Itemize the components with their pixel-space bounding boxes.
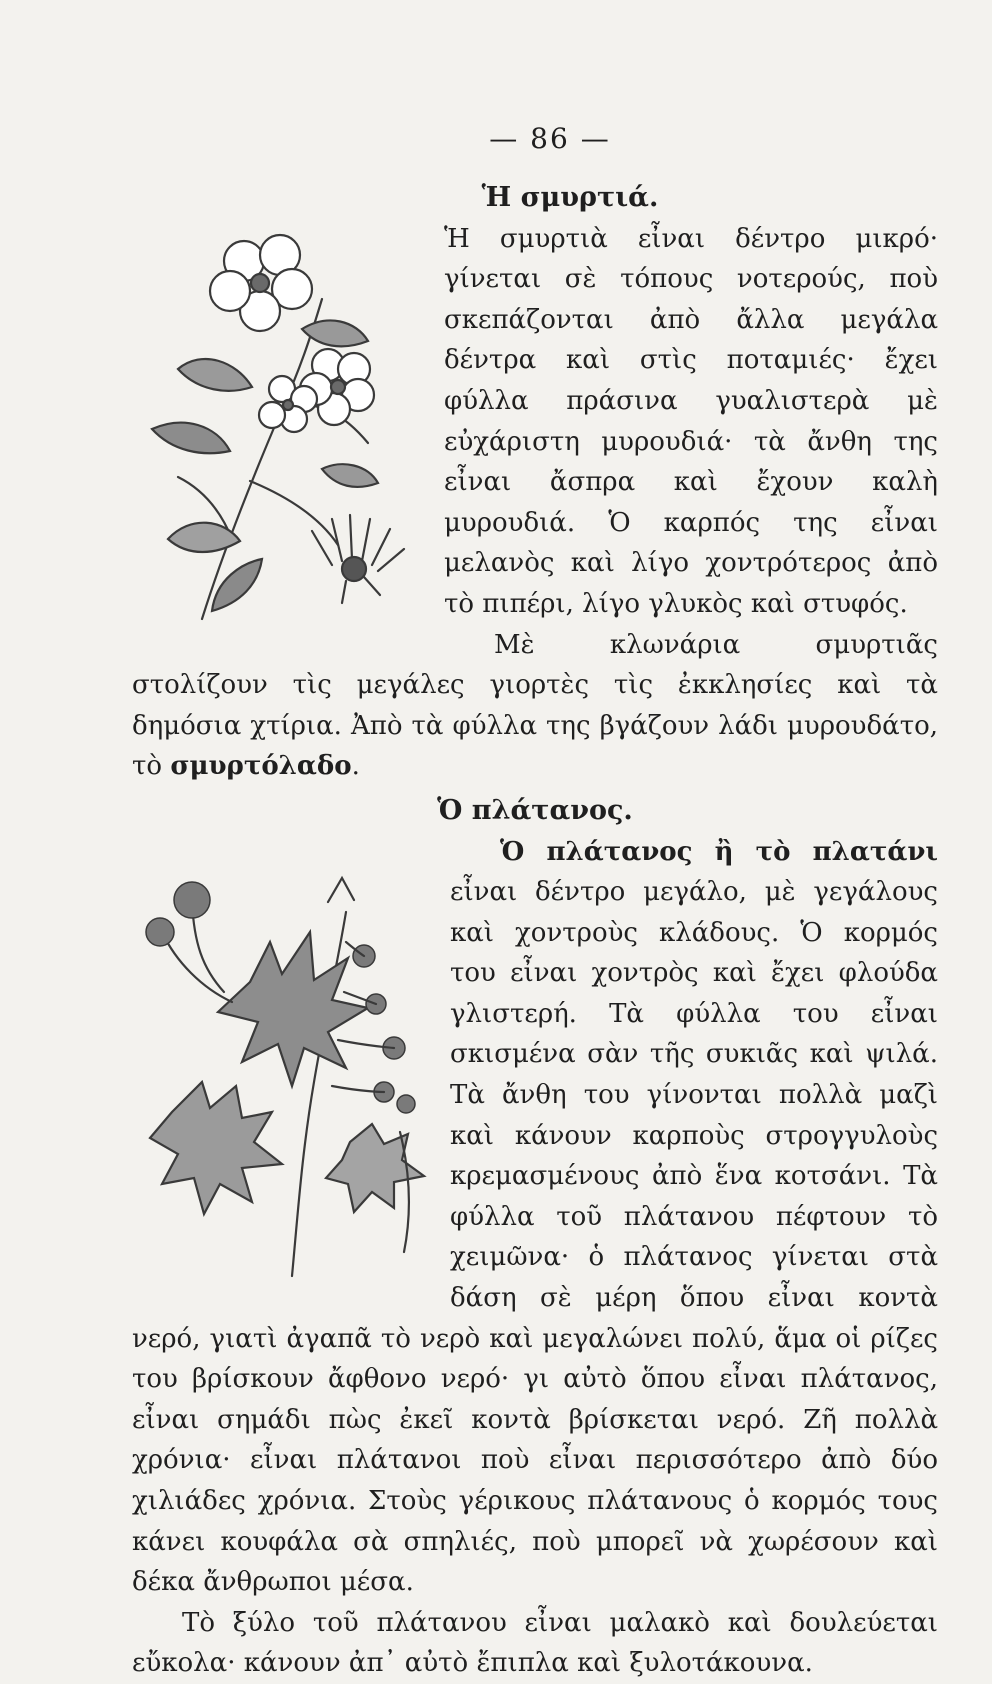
plane-tree-paragraph-1: Ὁ πλάτανος ἢ τὸ πλατάνι εἶναι δέντρο μεγάλο, μὲ γεγάλους καὶ χοντροὺς κλάδους. Ὁ κορμός του εἶναι χοντρὸς καὶ ἔχει φλούδα γλιστερή. Τὰ φύλλα του εἶναι σκισμένα σὰν τῆς συκιᾶς καὶ ψιλά. Τὰ ἄνθη του γίνονται πολλὰ μαζὶ καὶ κάνουν καρποὺς στρογγυλοὺς κρεμασμένους ἀπὸ ἕνα κοτσάνι. Τὰ φύλλα τοῦ πλάτανου πέφτουν τὸ χειμῶνα· ὁ πλάτανος γίνεται στὰ δάση σὲ μέρη ὅπου εἶναι κοντὰ νερό, γιατὶ ἀγαπᾶ τὸ νερὸ καὶ μεγαλώνει πολύ, ἅμα οἱ ρίζες του βρίσκουν ἄφθονο νερό· γι αὐτὸ ὅπου εἶναι πλάτανος, εἶναι σημάδι πὼς ἐκεῖ κοντὰ βρίσκεται νερό. Ζῆ πολλὰ χρόνια· εἶναι πλάτανοι ποὺ εἶναι περισσότερο ἀπὸ δύο χιλιάδες χρόνια. Στοὺς γέρικους πλάτανους ὁ κορμός τους κάνει κουφάλα σὰ σπηλιές, ποὺ μπορεῖ νὰ χωρέσουν καὶ δέκα ἄνθρωποι μέσα. bbox=[132, 836, 938, 1598]
myrtle-paragraph-2: Μὲ κλωνάρια σμυρτιᾶς στολίζουν τὶς μεγάλες γιορτὲς τὶς ἐκκλησίες καὶ τὰ δημόσια χτίρια. Ἀπὸ τὰ φύλλα της βγάζουν λάδι μυρουδάτο, τὸ σμυρτόλαδο. bbox=[132, 629, 938, 782]
page-number: — 86 — bbox=[489, 122, 611, 155]
myrtle-illustration bbox=[132, 219, 444, 625]
term-platanos: Ὁ πλάτανος ἢ τὸ πλατάνι bbox=[500, 836, 938, 867]
text-column bbox=[132, 178, 938, 1684]
plane-tree-paragraph-2: Τὸ ξύλο τοῦ πλάτανου εἶναι μαλακὸ καὶ δουλεύεται εὔκολα· κάνουν ἀπ᾿ αὐτὸ ἔπιπλα καὶ ξυλοτάκουνα. bbox=[132, 1607, 938, 1679]
myrtle-paragraph-1: Ἡ σμυρτιὰ εἶναι δέντρο μικρό· γίνεται σὲ τόπους νοτερούς, ποὺ σκεπάζονται ἀπὸ ἄλλα μεγάλα δέντρα καὶ στὶς ποταμιές· ἔχει φύλλα πράσινα γυαλιστερὰ μὲ εὐχάριστη μυρουδιά· τὰ ἄνθη της εἶναι ἄσπρα καὶ ἔχουν καλὴ μυρουδιά. Ὁ καρπός της εἶναι μελανὸς καὶ λίγο χοντρότερος ἀπὸ τὸ πιπέρι, λίγο γλυκὸς καὶ στυφός. bbox=[132, 219, 938, 625]
section-title-myrtle: Ἡ σμυρτιά. bbox=[481, 182, 659, 213]
plane-tree-illustration bbox=[132, 872, 450, 1278]
section-title-plane-tree: Ὁ πλάτανος. bbox=[437, 794, 633, 826]
term-smyrtolado: σμυρτόλαδο bbox=[170, 751, 352, 782]
